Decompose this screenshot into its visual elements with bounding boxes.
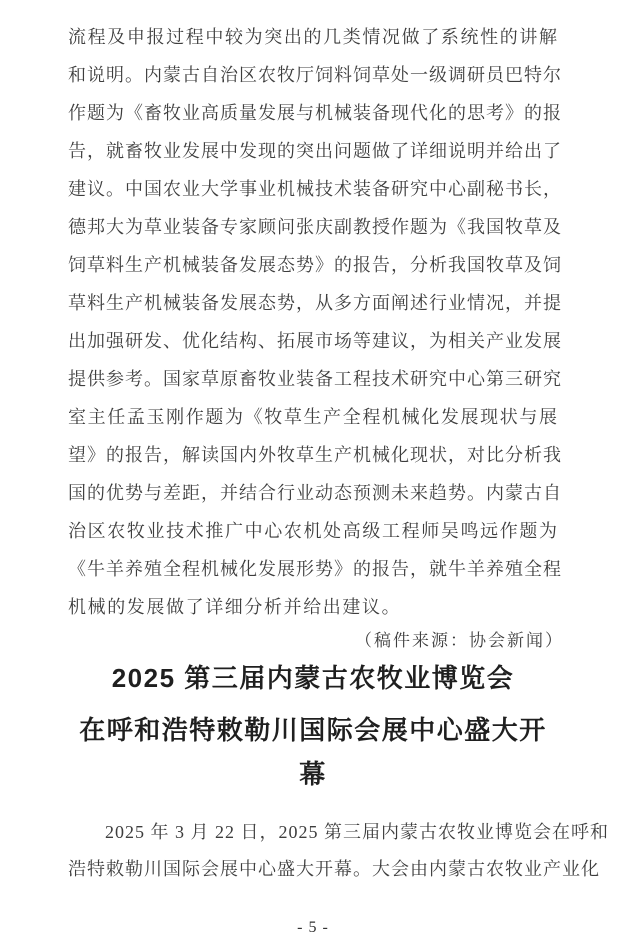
body-text-line: 草料生产机械装备发展态势，从多方面阐述行业情况，并提	[68, 293, 562, 313]
body-text-line: 国的优势与差距，并结合行业动态预测未来趋势。内蒙古自	[68, 483, 562, 503]
body-text-line: 室主任孟玉刚作题为《牧草生产全程机械化发展现状与展	[68, 407, 558, 427]
page-number: - 5 -	[297, 919, 329, 936]
body-text-line: 流程及申报过程中较为突出的几类情况做了系统性的讲解	[68, 27, 558, 47]
body-text-line: 德邦大为草业装备专家顾问张庆副教授作题为《我国牧草及	[68, 217, 562, 237]
next-article	[68, 656, 609, 888]
body-text-line: 和说明。内蒙古自治区农牧厅饲料饲草处一级调研员巴特尔	[68, 65, 562, 85]
body-text-line: 机械的发展做了详细分析并给出建议。	[68, 597, 402, 617]
article-title-line-1: 2025 第三届内蒙古农牧业博览会	[111, 663, 515, 693]
paragraph-line: 浩特敕勒川国际会展中心盛大开幕。大会由内蒙古农牧业产业化	[68, 859, 600, 879]
article-opening-paragraph	[68, 814, 609, 888]
body-text-line: 望》的报告，解读国内外牧草生产机械化现状，对比分析我	[68, 445, 562, 465]
closing-article-body	[68, 18, 564, 656]
body-text-line: 治区农牧业技术推广中心农机处高级工程师吴鸣远作题为	[68, 521, 558, 541]
paragraph-line: 2025 年 3 月 22 日，2025 第三届内蒙古农牧业博览会在呼和	[105, 822, 609, 842]
body-text-line: 作题为《畜牧业高质量发展与机械装备现代化的思考》的报	[68, 103, 562, 123]
body-text-line: 提供参考。国家草原畜牧业装备工程技术研究中心第三研究	[68, 369, 562, 389]
body-text-line: 饲草料生产机械装备发展态势》的报告，分析我国牧草及饲	[68, 255, 562, 275]
body-text-line: 告，就畜牧业发展中发现的突出问题做了详细说明并给出了	[68, 141, 562, 161]
article-title-line-2: 在呼和浩特敕勒川国际会展中心盛大开幕	[79, 715, 547, 789]
body-text-line: 出加强研发、优化结构、拓展市场等建议，为相关产业发展	[68, 331, 562, 351]
body-text-line: 建议。中国农业大学事业机械技术装备研究中心副秘书长，	[68, 179, 562, 199]
body-text-line: 《牛羊养殖全程机械化发展形势》的报告，就牛羊养殖全程	[68, 559, 562, 579]
source-attribution: （稿件来源：协会新闻）	[355, 631, 564, 650]
